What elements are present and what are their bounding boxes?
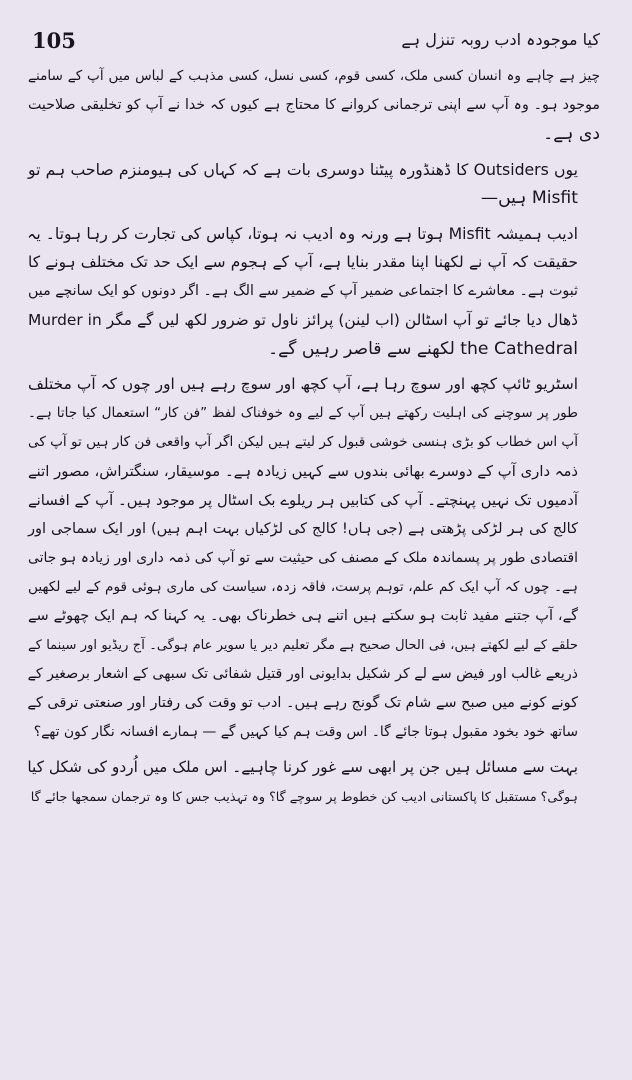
paragraph (28, 753, 600, 811)
text-line: اقتصادی طور پر پسماندہ ملک کے مصنف کی حیثیت سے تو آپ کی ذمہ داری اور زیادہ ہو جاتی (28, 550, 578, 566)
text-line: ہے۔ چوں کہ آپ ایک کم علم، توہم پرست، فاقہ زدہ، سیاست کی ماری ہوئی قوم کے لیے لکھیں (28, 579, 578, 595)
page-header (32, 28, 600, 58)
text-line: ثبوت ہے۔ معاشرے کا اجتماعی ضمیر آپ کے ضمیر سے الگ ہے۔ اگر دونوں کو ایک سانچے میں (28, 283, 578, 299)
text-line: اسٹریو ٹائپ کچھ اور سوچ رہا ہے، آپ کچھ اور سوچ رہے ہیں اور چوں کہ آپ مختلف (28, 375, 578, 393)
text-line: ذریعے غالب اور فیض سے لے کر شکیل بدایونی اور قتیل شفائی تک سبھی کے اشعار برصغیر کے (27, 666, 578, 682)
paragraph (28, 62, 600, 149)
text-line: the Cathedral لکھنے سے قاصر رہیں گے۔ (268, 339, 578, 359)
text-line: موجود ہو۔ وہ آپ سے اپنی ترجمانی کروانے کا محتاج ہے کیوں کہ خدا نے آپ کو تخلیقی صلاحیت (28, 97, 600, 113)
text-line: ذمہ داری آپ کے دوسرے بھائی بندوں سے کہیں زیادہ ہے۔ موسیقار، سنگتراش، مصور اتنے (28, 463, 578, 480)
text-line: چیز ہے چاہے وہ انسان کسی ملک، کسی قوم، کسی نسل، کسی مذہب کے لباس میں آپ کے سامنے (28, 68, 600, 84)
text-line: ڈھال دیا جائے تو آپ اسٹالن (اب لینن) پرائز ناول تو ضرور لکھ لیں گے مگر Murder in (28, 311, 578, 329)
text-line: کونے کونے میں صبح سے شام تک گونج رہے ہیں۔ ادب تو وقت کی رفتار اور صنعتی ترقی کے (27, 695, 578, 711)
text-line: طور پر سوچنے کی اہلیت رکھتے ہیں آپ کے لیے وہ خوفناک لفظ ”فن کار“ استعمال کیا جاتا ہے۔ (28, 405, 578, 421)
page-number: 105 (32, 28, 76, 53)
text-line: بہت سے مسائل ہیں جن پر ابھی سے غور کرنا چاہیے۔ اس ملک میں اُردو کی شکل کیا (27, 758, 578, 776)
text-line: ساتھ خود بخود مقبول ہوتا جائے گا۔ اس وقت ہم کیا کہیں گے — ہمارے افسانہ نگار کون تھے؟ (33, 724, 578, 740)
paragraph (28, 155, 600, 213)
paragraph (28, 219, 600, 364)
text-line: آپ اس خطاب کو بڑی ہنسی خوشی قبول کر لیتے ہیں لیکن اگر آپ واقعی فن کار ہیں تو آپ کی (28, 434, 578, 450)
text-line: گے، آپ جتنے مفید ثابت ہو سکتے ہیں اتنے ہی خطرناک بھی۔ یہ کہنا کہ ہم ایک چھوٹے سے (28, 608, 578, 624)
running-title: کیا موجودہ ادب روبہ تنزل ہے (401, 30, 600, 49)
text-line: یوں Outsiders کا ڈھنڈورہ پیٹنا دوسری بات ہے کہ کہاں کی ہیومنزم صاحب ہم تو (28, 160, 578, 179)
text-line: حلقے کے لیے لکھتے ہیں، فی الحال صحیح ہے مگر تعلیم دیر یا سویر عام ہوگی۔ آج ریڈیو اور سینما کے (28, 638, 578, 653)
text-line: آدمیوں تک نہیں پہنچتے۔ آپ کی کتابیں ہر ریلوے بک اسٹال پر موجود ہیں۔ آپ کے افسانے (28, 492, 578, 509)
paragraph (28, 370, 600, 747)
body-text (28, 62, 600, 817)
text-line: ادیب ہمیشہ Misfit ہوتا ہے ورنہ وہ ادیب نہ ہوتا، کپاس کی تجارت کر رہا ہوتا۔ یہ (27, 224, 578, 243)
text-line: کالج کی ہر لڑکی پڑھتی ہے (جی ہاں! کالج کی لڑکیاں بہت اہم ہیں) اور ایک سماجی اور (28, 521, 578, 537)
text-line: Misfit ہیں— (480, 188, 578, 208)
text-line: حقیقت کہ آپ نے لکھنا اپنا مقدر بنایا ہے، آپ کے ہجوم سے ایک حد تک مختلف ہونے کا (28, 253, 578, 271)
text-line: ہوگی؟ مستقبل کا پاکستانی ادیب کن خطوط پر سوچے گا؟ وہ تہذیب جس کا وہ ترجمان سمجھا جائے گا (30, 789, 578, 804)
text-line: دی ہے۔ (543, 124, 600, 144)
